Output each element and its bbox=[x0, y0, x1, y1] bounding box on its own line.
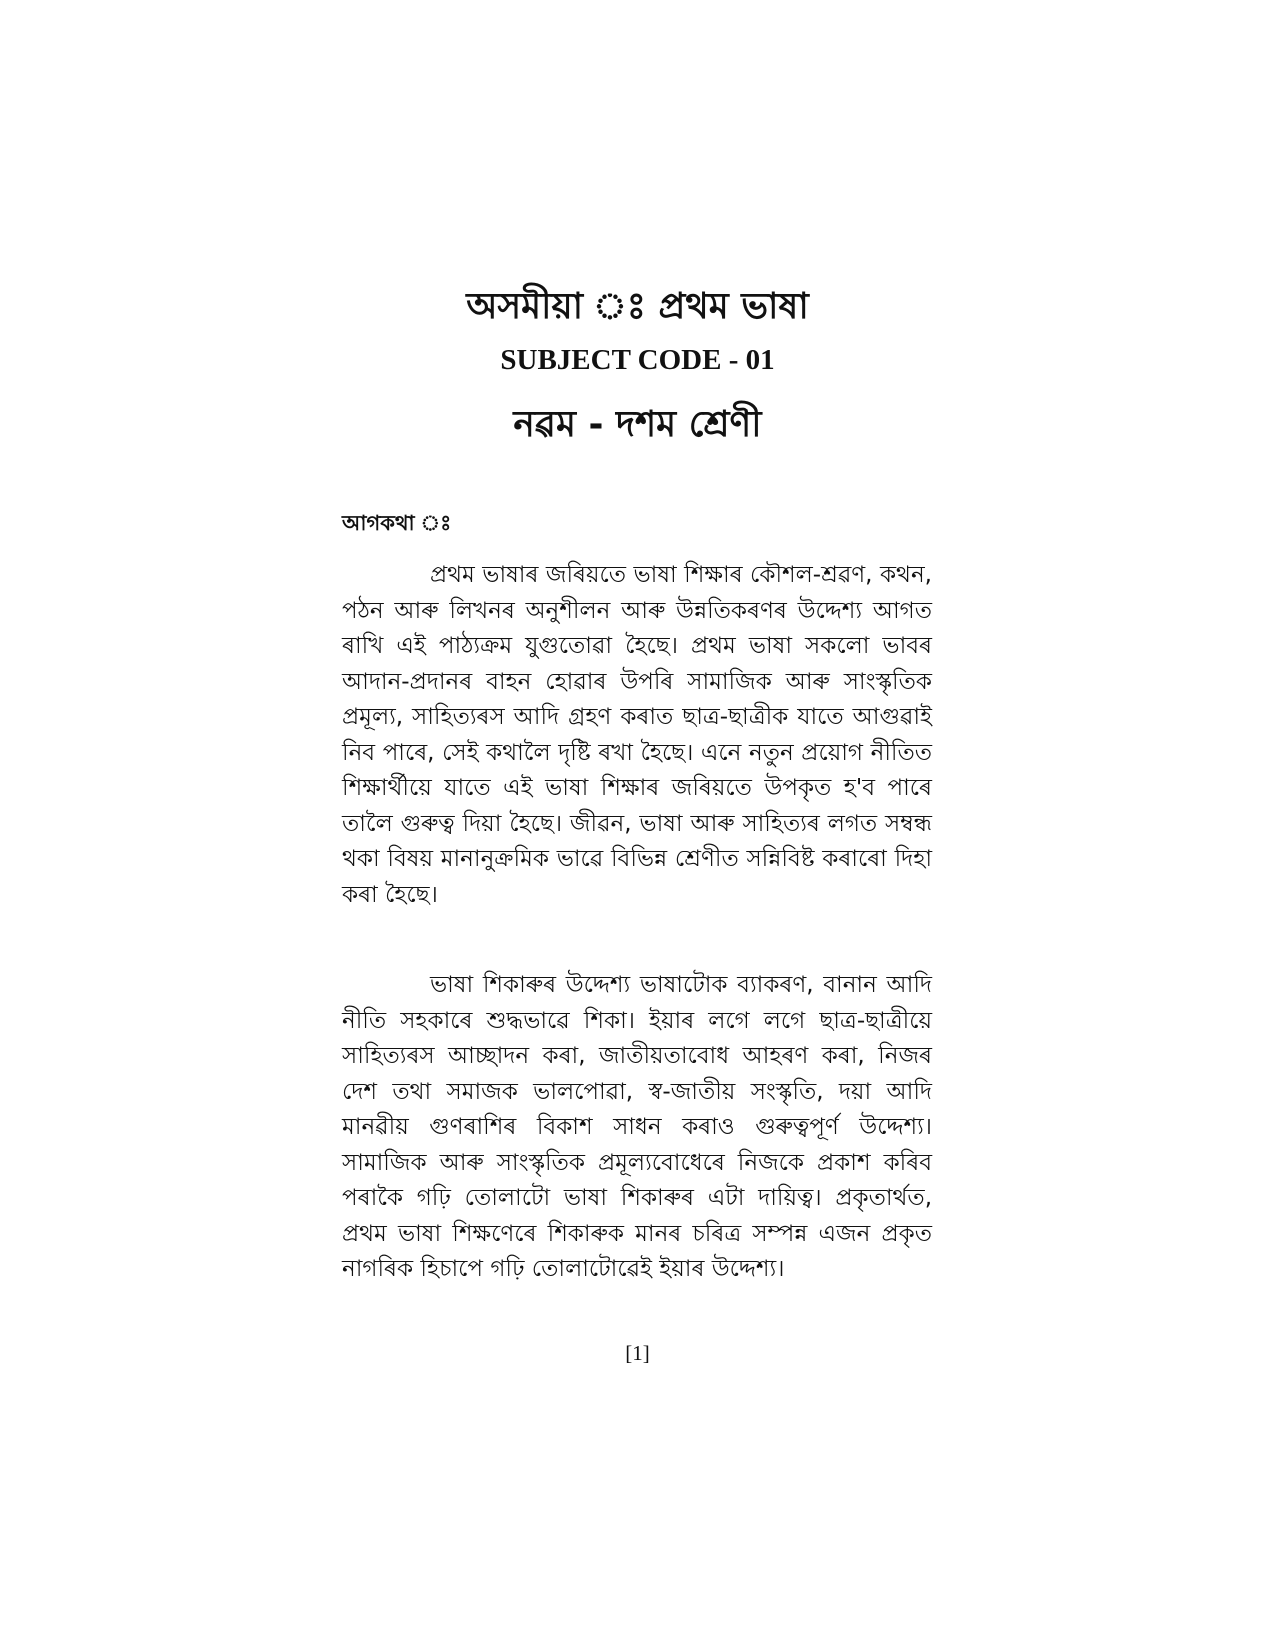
subject-code: SUBJECT CODE - 01 bbox=[500, 344, 775, 376]
page-number: [1] bbox=[625, 1341, 650, 1365]
body-paragraph: ভাষা শিকাৰুৰ উদ্দেশ্য ভাষাটোক ব্যাকৰণ, বানান আদি নীতি সহকাৰে শুদ্ধভাৱে শিকা। ইয়াৰ লগে লগে ছাত্ৰ-ছাত্ৰীয়ে সাহিত্যৰস আচ্ছাদন কৰা, জাতীয়তাবোধ আহৰণ কৰা, নিজৰ দেশ তথা সমাজক ভালপোৱা, স্ব-জাতীয় সংস্কৃতি, দয়া আদি মানৱীয় গুণৰাশিৰ বিকাশ সাধন কৰাও গুৰুত্বপূৰ্ণ উদ্দেশ্য। সামাজিক আৰু সাংস্কৃতিক প্ৰমূল্যবোধেৰে নিজকে প্ৰকাশ কৰিব পৰাকৈ গঢ়ি তোলাটো ভাষা শিকাৰুৰ এটা দায়িত্ব। প্ৰকৃতাৰ্থত, প্ৰথম ভাষা শিক্ষণেৰে শিকাৰুক মানৰ চৰিত্ৰ সম্পন্ন এজন প্ৰকৃত নাগৰিক হিচাপে গঢ়ি তোলাটোৱেই ইয়াৰ উদ্দেশ্য। bbox=[342, 972, 932, 1282]
section-heading: আগকথা ঃ bbox=[342, 511, 452, 535]
page-title: অসমীয়া ঃ প্ৰথম ভাষা bbox=[466, 286, 809, 327]
body-paragraph: প্ৰথম ভাষাৰ জৰিয়তে ভাষা শিক্ষাৰ কৌশল-শ্ৰৱণ, কথন, পঠন আৰু লিখনৰ অনুশীলন আৰু উন্নতিকৰণৰ উদ্দেশ্য আগত ৰাখি এই পাঠ্যক্ৰম যুগুতোৱা হৈছে। প্ৰথম ভাষা সকলো ভাবৰ আদান-প্ৰদানৰ বাহন হোৱাৰ উপৰি সামাজিক আৰু সাংস্কৃতিক প্ৰমূল্য, সাহিত্যৰস আদি গ্ৰহণ কৰাত ছাত্ৰ-ছাত্ৰীক যাতে আগুৱাই নিব পাৰে, সেই কথালৈ দৃষ্টি ৰখা হৈছে। এনে নতুন প্ৰয়োগ নীতিত শিক্ষাৰ্থীয়ে যাতে এই ভাষা শিক্ষাৰ জৰিয়তে উপকৃত হ'ব পাৰে তালৈ গুৰুত্ব দিয়া হৈছে। জীৱন, ভাষা আৰু সাহিত্যৰ লগত সম্বন্ধ থকা বিষয় মানানুক্ৰমিক ভাৱে বিভিন্ন শ্ৰেণীত সন্নিবিষ্ট কৰাৰো দিহা কৰা হৈছে। bbox=[342, 562, 932, 908]
class-range-heading: নৱম - দশম শ্ৰেণী bbox=[513, 404, 762, 445]
